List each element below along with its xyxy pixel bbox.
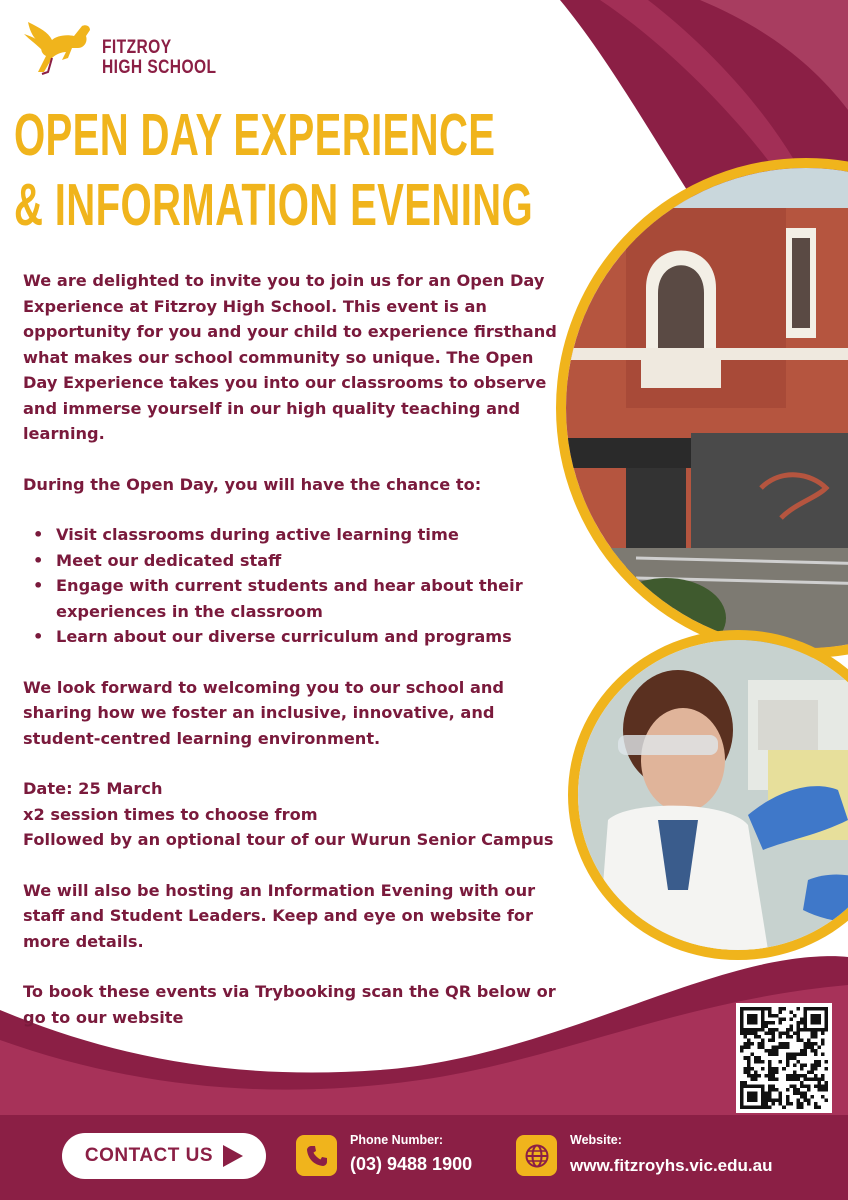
contact-us-label: CONTACT US: [84, 1145, 214, 1166]
contact-us-button[interactable]: [62, 1133, 266, 1179]
school-logo: [22, 14, 222, 80]
list-item: • Engage with current students and hear about their experiences in the classroom: [33, 573, 563, 624]
event-tour: Followed by an optional tour of our Wurun Senior Campus: [23, 830, 554, 849]
list-item: • Visit classrooms during active learning time: [33, 522, 563, 548]
booking-qr-code[interactable]: [736, 1003, 832, 1113]
school-name-line2: HIGH SCHOOL: [102, 57, 217, 78]
title-line2: & INFORMATION EVENING: [14, 172, 534, 238]
booking-paragraph: To book these events via Trybooking scan the QR below or go to our website: [23, 982, 556, 1027]
website-label: Website:: [570, 1133, 622, 1147]
activities-list: [23, 522, 563, 650]
globe-icon: [516, 1135, 557, 1176]
event-sessions: x2 session times to choose from: [23, 804, 318, 824]
event-date: Date: 25 March: [23, 779, 163, 798]
phone-icon: [296, 1135, 337, 1176]
main-content: [23, 268, 563, 1030]
list-item: • Learn about our diverse curriculum and programs: [33, 624, 563, 650]
title-line1: OPEN DAY EXPERIENCE: [14, 102, 496, 168]
welcome-paragraph: We look forward to welcoming you to our school and sharing how we foster an inclusive, innovative, and student-centred learning environment.: [23, 677, 504, 748]
page-title: [14, 100, 533, 240]
pegasus-icon: [22, 14, 97, 76]
list-item: • Meet our dedicated staff: [33, 548, 563, 574]
intro-paragraph: We are delighted to invite you to join us for an Open Day Experience at Fitzroy High School. This event is an opportunity for you and your child to experience firsthand what makes our school community so unique. The Open Day Experience takes you into our classrooms to observe and immerse yourself in our high quality teaching and learning.: [23, 271, 557, 443]
play-arrow-icon: [223, 1145, 243, 1167]
info-evening-paragraph: We will also be hosting an Information Evening with our staff and Student Leaders. Keep and eye on website for more details.: [23, 880, 536, 951]
chance-heading: During the Open Day, you will have the chance to:: [23, 474, 482, 494]
phone-number[interactable]: (03) 9488 1900: [350, 1154, 473, 1174]
website-link[interactable]: www.fitzroyhs.vic.edu.au: [570, 1156, 773, 1175]
phone-label: Phone Number:: [350, 1133, 444, 1147]
school-name-line1: FITZROY: [102, 37, 172, 58]
